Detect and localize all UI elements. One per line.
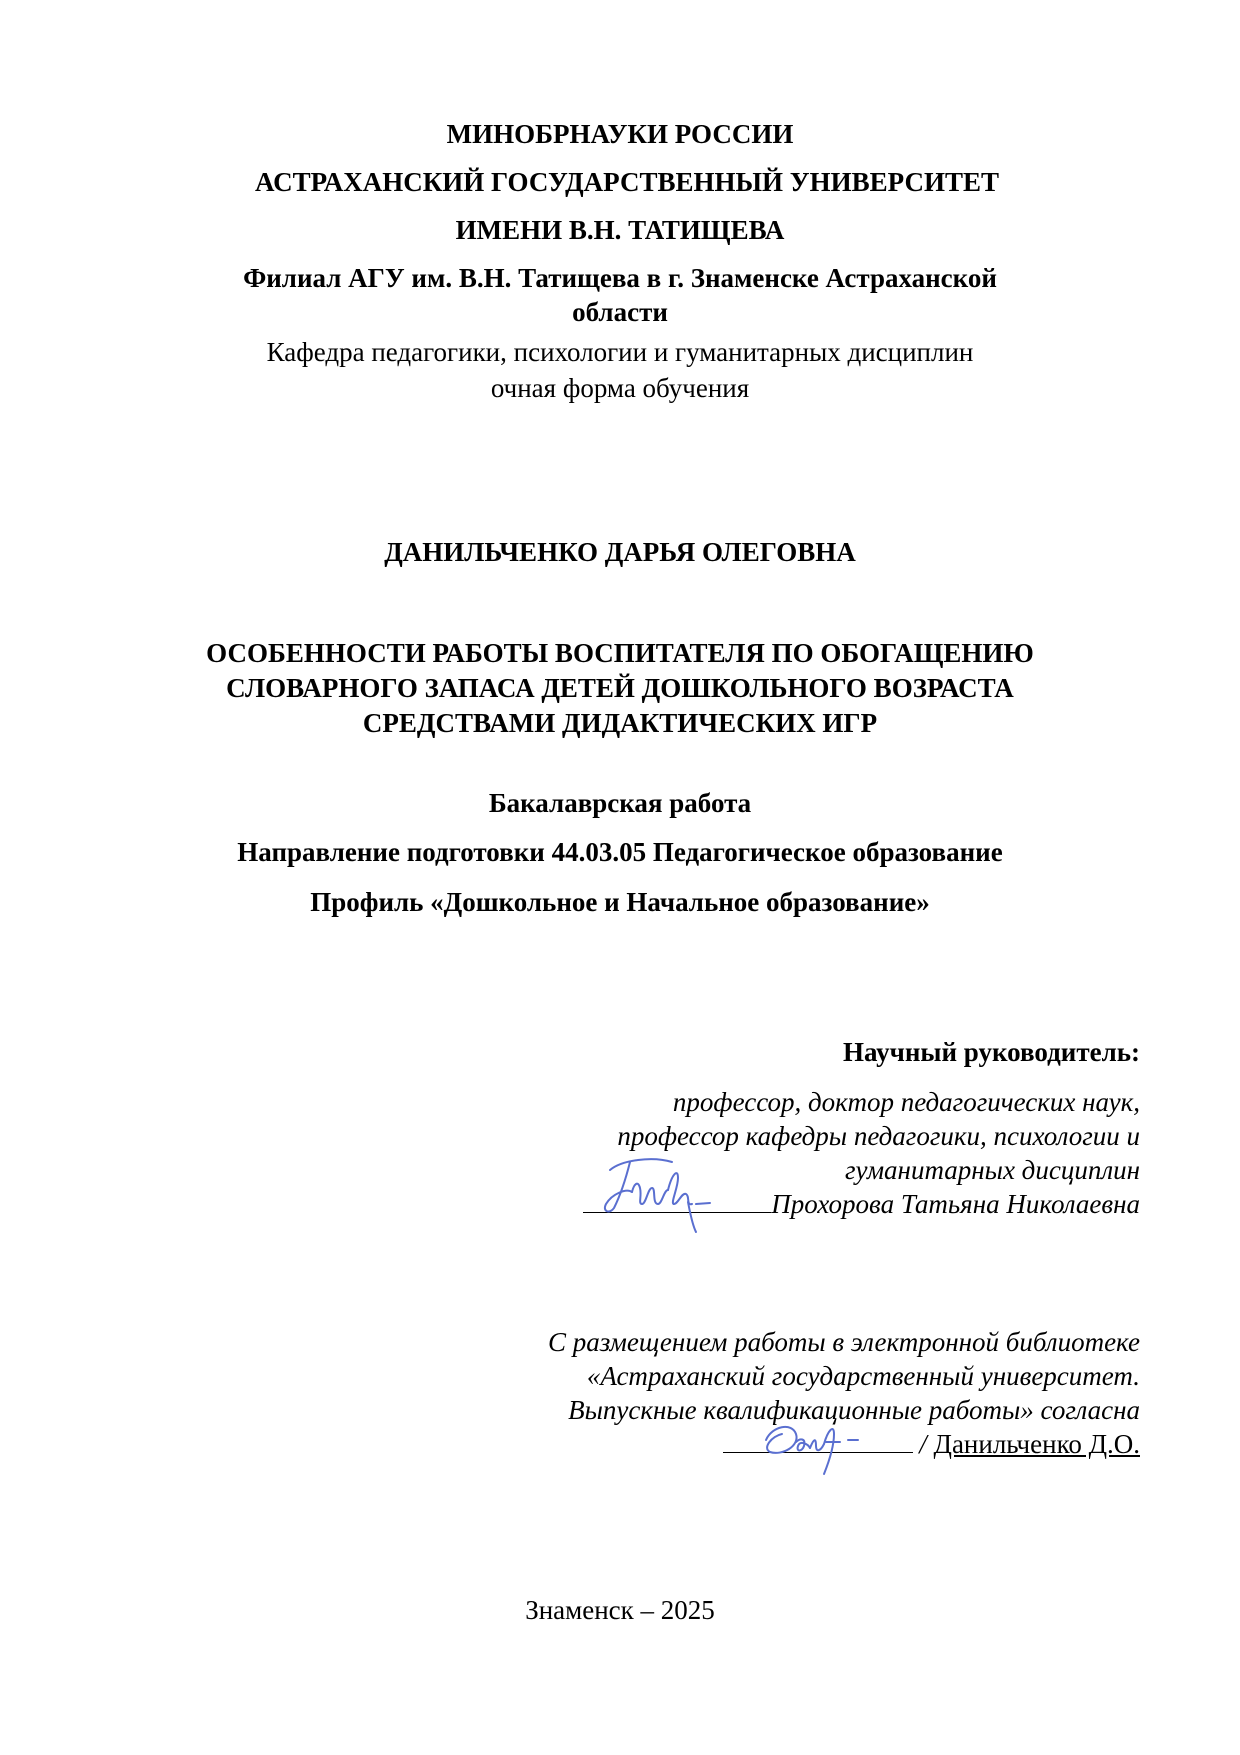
consent-line-2: «Астраханский государственный университет. xyxy=(586,1361,1140,1391)
branch-line-1: Филиал АГУ им. В.Н. Татищева в г. Знаменске Астраханской xyxy=(243,263,997,293)
supervisor-heading: Научный руководитель: xyxy=(843,1037,1140,1067)
consent-separator: / xyxy=(912,1429,934,1459)
branch-line-2: области xyxy=(572,297,668,327)
city-year: Знаменск – 2025 xyxy=(525,1595,715,1625)
supervisor-name: Прохорова Татьяна Николаевна xyxy=(771,1189,1140,1219)
consent-line-3: Выпускные квалификационные работы» согласна xyxy=(568,1395,1140,1425)
work-type: Бакалаврская работа xyxy=(488,788,752,818)
supervisor-line-2: профессор кафедры педагогики, психологии и xyxy=(617,1121,1140,1151)
university-heading: АСТРАХАНСКИЙ ГОСУДАРСТВЕННЫЙ УНИВЕРСИТЕТ xyxy=(255,167,999,197)
study-direction: Направление подготовки 44.03.05 Педагогическое образование xyxy=(237,837,1003,867)
study-form-line: очная форма обучения xyxy=(490,373,750,403)
signature-blank xyxy=(583,1190,771,1213)
thesis-title-line-1: ОСОБЕННОСТИ РАБОТЫ ВОСПИТАТЕЛЯ ПО ОБОГАЩЕНИЮ xyxy=(206,638,1034,668)
study-profile: Профиль «Дошкольное и Начальное образование» xyxy=(310,887,930,917)
thesis-title-line-2: СЛОВАРНОГО ЗАПАСА ДЕТЕЙ ДОШКОЛЬНОГО ВОЗРАСТА xyxy=(226,673,1014,703)
ministry-heading: МИНОБРНАУКИ РОССИИ xyxy=(446,119,794,149)
supervisor-signature-line xyxy=(583,1188,1140,1220)
consent-line-1: С размещением работы в электронной библиотеке xyxy=(548,1327,1140,1357)
department-line: Кафедра педагогики, психологии и гуманитарных дисциплин xyxy=(266,337,974,367)
university-name-heading: ИМЕНИ В.Н. ТАТИЩЕВА xyxy=(455,215,785,245)
supervisor-line-1: профессор, доктор педагогических наук, xyxy=(672,1087,1140,1117)
consent-signature-line xyxy=(723,1428,1140,1460)
author-name: ДАНИЛЬЧЕНКО ДАРЬЯ ОЛЕГОВНА xyxy=(384,537,856,567)
thesis-title-line-3: СРЕДСТВАМИ ДИДАКТИЧЕСКИХ ИГР xyxy=(362,708,878,738)
consent-author-name: Данильченко Д.О. xyxy=(933,1429,1140,1459)
consent-signature-blank xyxy=(723,1430,913,1453)
supervisor-line-3: гуманитарных дисциплин xyxy=(844,1155,1140,1185)
